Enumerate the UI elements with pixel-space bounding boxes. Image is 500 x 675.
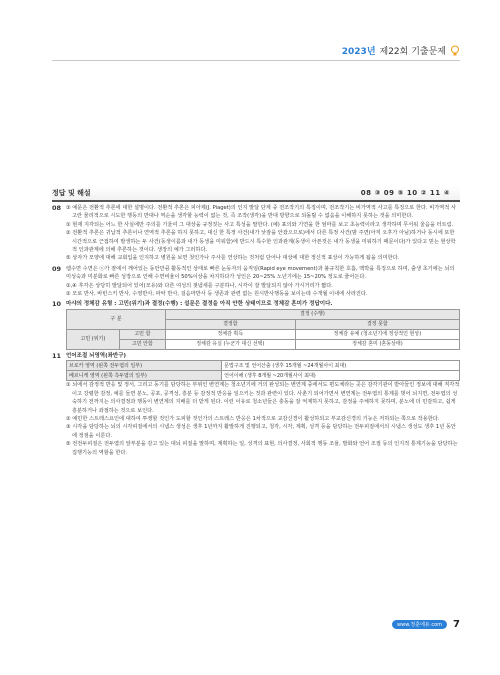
explanation-line: ② 모로 반사, 바빈스키 반사, 수영반사, 파악 반사, 걸음마반사 등 생존과 관련 없는 원시반사행동을 보이는데 수개월 이내에 사라진다.	[66, 291, 368, 298]
answer-key: 08 ③ 09 ⑤ 10 ② 11 ④	[360, 189, 450, 197]
page-header	[342, 44, 460, 57]
brain-region-table	[66, 360, 460, 381]
region-function: 문법구조 및 언어산출 (생후 15개월 ~24개월사이 최대)	[222, 361, 460, 371]
explanation-line: ⑤ 상자가 모양에 대해 교회입을 인지하고 병원을 보면 첫인가나 주사를 연상하는 것처럼 단어나 대상에 대한 정신적 표상이 가능하게 됨을 의미한다.	[66, 255, 400, 262]
identity-status-table	[66, 309, 460, 350]
cell-achievement: 정체감 획득	[165, 329, 295, 339]
explanation-line: ③ 시각을 담당하는 뇌의 시각피질에서의 시냅스 생성은 생후 1년까지 활발하게 진행되고, 청각, 시각, 계획, 성격 등을 담당하는 전두피질에서의 시냅스 생성도 생후 1년 동안에 정점을 이룬다.	[66, 424, 456, 439]
header-title: 제22회 기출문제	[379, 47, 446, 57]
cell-diffusion: 정체감 혼미 (혼동상태)	[295, 339, 459, 349]
explanation-line: ① 현재 지각되는 어느 한 사실에만 주의를 기울여 그 대상을 규정짓는 사고 특성을 말한다. (예) 표의와 기연을 한 엄마를 보고 초능력이라고 생각하며 무서워 울음을 터트림.	[66, 221, 454, 228]
question-number: 10	[52, 300, 62, 309]
question-10	[52, 300, 460, 349]
row-crisis-yes: 고민 함	[119, 329, 165, 339]
explanation-line: 렘수면 수면은 ⓢ가 잠에서 깨어있는 동안만큼 활동적인 상태로 빠른 눈동자의 움직임(Rapid eye movement)과 불규칙한 호흡, 맥박을 특징으로 하며, 출생 초기에는 뇌의 미성숙과 미분화로 빠른 성장으로 인해 수면비율이 50%이상을 차지하다가 성인은 20~25% 노년기에는 15~20% 정도로 줄어든다.	[66, 265, 455, 281]
answer-bar	[52, 186, 460, 202]
explanation-line: ③ 예문은 전환적 추론에 대한 설명이다. 전환적 추론은 피아제(J. Piaget)의 인지 발달 단계 중 전조작기의 특징이며, 전조작기는 비가역적 사고를 특징으로 한다. 비가역적 사고란 물리적으로 시도한 행동의 반대나 역순을 생각할 능력이 없는 것, 즉 조작(생각)을 반대 방향으로 되돌릴 수 없음을 이해하지 못하는 것을 의미한다.	[66, 205, 456, 220]
header-rule	[52, 60, 460, 61]
page-footer	[392, 619, 460, 630]
cell-moratorium: 정체감 유예 (청소년기에 정상적인 현상)	[295, 329, 459, 339]
answer-section	[52, 186, 460, 457]
question-number: 08	[52, 204, 62, 212]
question-number: 09	[52, 264, 62, 273]
lightbulb-icon	[450, 45, 460, 57]
crisis-row-group: 고민 (위기)	[67, 329, 120, 349]
decision-header: 결정 (수행)	[165, 309, 459, 319]
question-number: 11	[52, 351, 62, 360]
explanation-line: ⑤ 전전두피질은 전두엽의 앞부분을 감고 있는 대뇌 피질을 말하며, 계획하는 일, 성격의 표현, 의사결정, 사회적 행동 조율, 발화와 언어 조절 등의 인지적 통제기능을 담당하는 집행기능의 역할을 한다.	[66, 441, 458, 456]
question-11	[52, 352, 460, 457]
brain-region-title: 언어조절 뇌영역(좌반구)	[66, 352, 127, 359]
question-09	[52, 265, 460, 299]
row-crisis-no: 고민 안함	[119, 339, 165, 349]
question-08	[52, 204, 460, 263]
explanation-line: ① 뇌에서 감정적 반응 및 정서, 그리고 동기를 담당하는 부위인 변연계는 청소년기에 거의 완성되는 변연계 중에서도 편도체라는 곳은 감각기관이 받아들인 정보에 대해 직각적이고 강렬한 감정, 예를 들면 분노, 공포, 공격성, 흥분 등 감정적 반응을 일으키는 것과 관련이 있다. 사춘기 되어가면서 변연계는 전두엽의 통제를 벗어 뇌지면, 전두엽의 성숙하기 전까지는 의사결정과 행동이 변연계의 지배를 더 받게 된다. 이런 이유로 청소년들은 충동을 잘 억제하지 못하고, 감정을 주체하지 못하며, 분노에 더 민감하고, 쉽게 흥분하거나 좌절하는 것으로 보인다.	[66, 382, 460, 414]
page-number: 7	[453, 619, 460, 630]
cell-foreclosure: 정체감 유실 (누군가 대신 선택)	[165, 339, 295, 349]
identity-status-intro: 마샤의 정체감 유형 : 고민(위기)과 결정(수행) : 설문은 결정을 아직 안한 상태이므로 정체감 혼미가 정답이다.	[66, 301, 333, 308]
col-decided: 결정함	[165, 319, 295, 329]
explanation-line: ①,④ 후각은 상당히 발달되어 있어(모유)와 다른 여성의 젖냄새를 구분하나, 시각이 잘 발달되지 않아 가시거리가 짧다.	[66, 282, 333, 289]
site-link[interactable]: www.정훈에듀.com	[392, 620, 447, 629]
explanation-line: ② 전환적 추론은 귀납적 추론이나 연역적 추론을 하지 못하고, 대신 한 특정 사건(내가 낮잠을 안잤으므로)에서 다른 특정 사건(밤 주면(아직 오후가 아님)하거나 동시에 또한 시간적으로 근접하여 발생하는 두 사건(동생이름과 내가 동생을 미워함)에 반드시 특수한 인과관계(동생이 아픈것은 내가 동생을 미워하기 때문이다)가 있다고 믿는 현상학적 인과관계에 의해 추론하는 것이다. 생장의 예가 그러하다.	[66, 230, 456, 254]
region-name: 브로카 영역 (왼쪽 전두엽의 일부)	[67, 361, 222, 371]
col-undecided: 결정 못함	[295, 319, 459, 329]
header-year: 2023년	[341, 47, 376, 57]
explanation-line: ② 예민한 스트레스요인에 대하여 투쟁할 것인가 도피할 것인가의 스트레스 반응은 1차적으로 교감신경이 활성하되고 부교감신경의 기능은 저하되는 쪽으로 작용한다.	[66, 415, 440, 422]
region-name: 베르니케 영역 (왼쪽 측두엽의 일부)	[67, 371, 222, 381]
region-function: 언어이해 (생후 8개월 ~20개월사이 최대)	[222, 371, 460, 381]
table-corner-label: 구 분	[67, 309, 166, 329]
answer-bar-title: 정답 및 해설	[52, 189, 91, 197]
